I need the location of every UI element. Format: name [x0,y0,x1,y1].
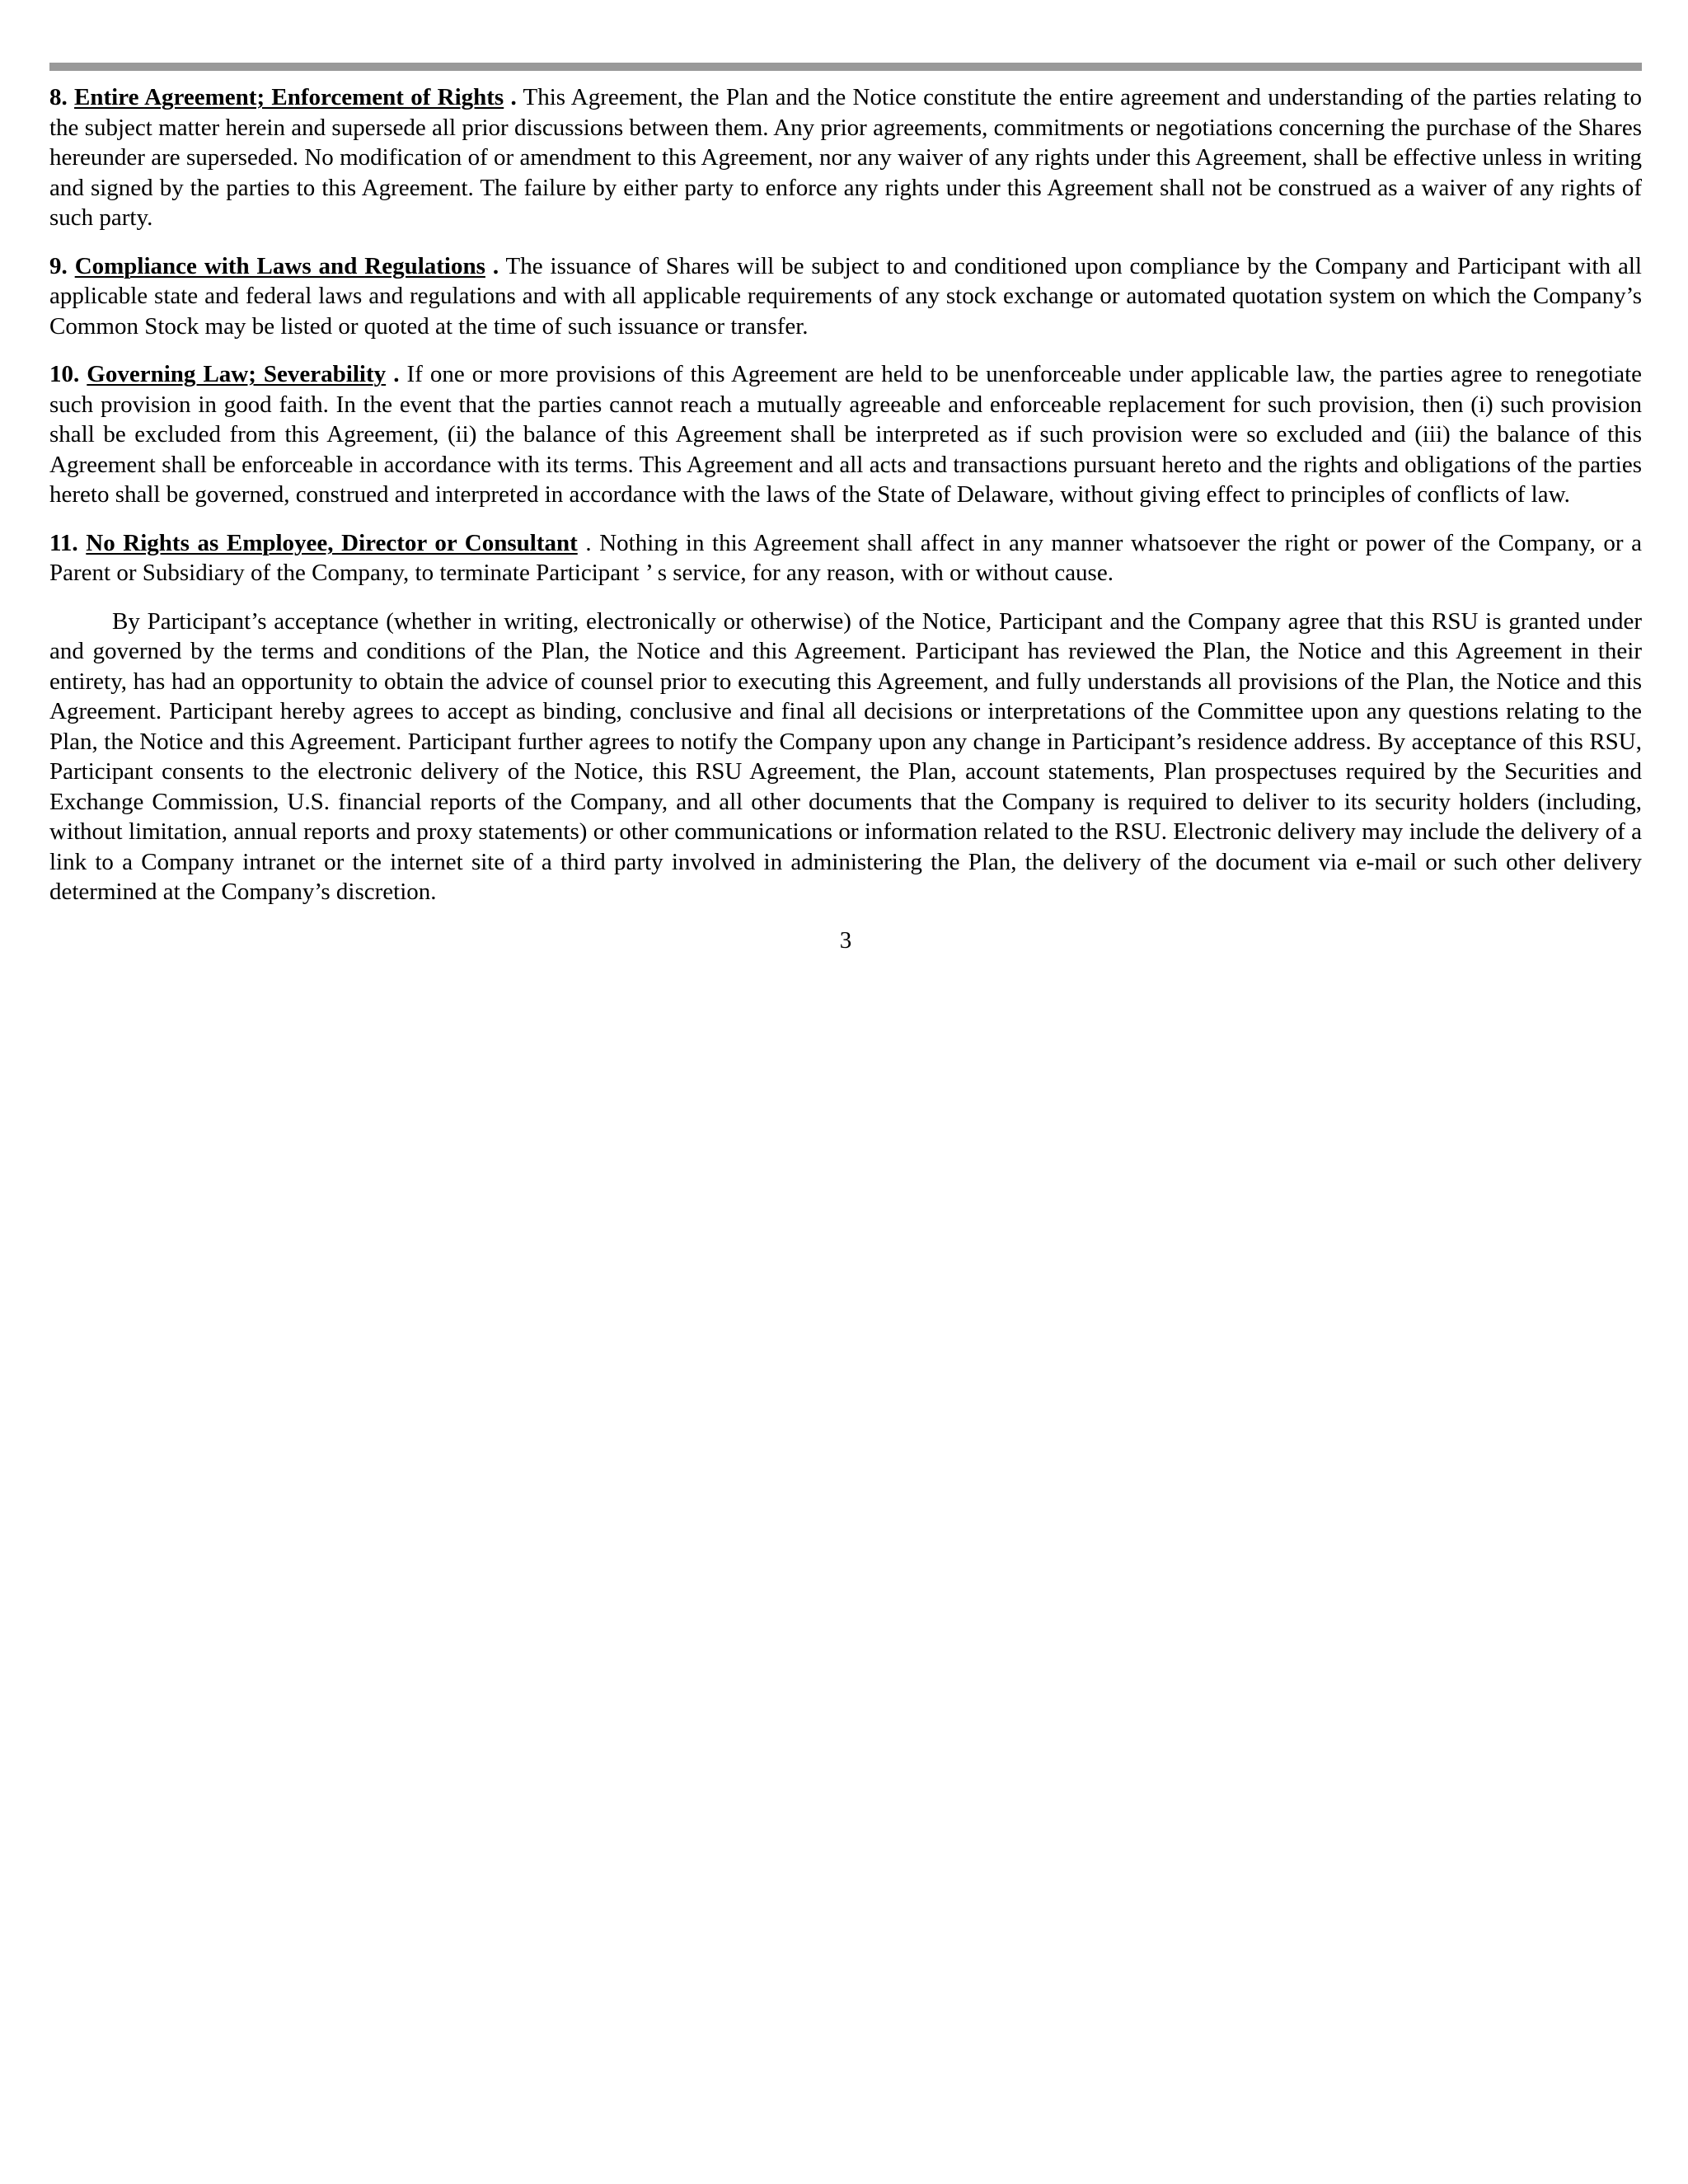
section-number: 11. [49,529,78,556]
section-8 [49,82,1642,233]
heading-period: . [585,529,592,556]
section-11 [49,528,1642,588]
section-9 [49,251,1642,342]
heading-period: . [510,84,517,110]
section-body: Nothing in this Agreement shall affect in any manner whatsoever the right or power of the Company, or a Parent or Subsidiary of the Company, to terminate Participant ’ s service, for any reason, with or without cause. [49,529,1643,586]
section-heading: Governing Law; Severability [87,361,387,387]
document-body [49,82,1642,955]
section-10 [49,359,1642,510]
section-number: 9. [49,252,68,279]
closing-paragraph: By Participant’s acceptance (whether in writing, electronically or otherwise) of the Notice, Participant and the Company agree that this RSU is granted under and governed by the terms and conditions of the Plan, the Notice and this Agreement. Participant has reviewed the Plan, the Notice and this Agreement in their entirety, has had an opportunity to obtain the advice of counsel prior to executing this Agreement, and fully understands all provisions of the Plan, the Notice and this Agreement. Participant hereby agrees to accept as binding, conclusive and final all decisions or interpretations of the Committee upon any questions relating to the Plan, the Notice and this Agreement. Participant further agrees to notify the Company upon any change in Participant’s residence address. By acceptance of this RSU, Participant consents to the electronic delivery of the Notice, this RSU Agreement, the Plan, account statements, Plan prospectuses required by the Securities and Exchange Commission, U.S. financial reports of the Company, and all other documents that the Company is required to deliver to its security holders (including, without limitation, annual reports and proxy statements) or other communications or information related to the RSU. Electronic delivery may include the delivery of a link to a Company intranet or the internet site of a third party involved in administering the Plan, the delivery of the document via e-mail or such other delivery determined at the Company’s discretion. [49,607,1642,905]
section-heading: Compliance with Laws and Regulations [74,252,485,279]
section-body: The issuance of Shares will be subject to and conditioned upon compliance by the Company and Participant with all applicable state and federal laws and regulations and with all applicable requirements of any stock exchange or automated quotation system on which the Company’s Common Stock may be listed or quoted at the time of such issuance or transfer. [49,252,1642,340]
section-number: 10. [49,361,80,387]
top-rule [49,63,1642,71]
page-number: 3 [839,926,852,954]
heading-period: . [393,361,400,387]
section-number: 8. [49,84,68,110]
section-body: This Agreement, the Plan and the Notice constitute the entire agreement and understanding of the parties relating to the subject matter herein and supersede all prior discussions between them. Any prior agreements, commitments or negotiations concerning the purchase of the Shares hereunder are superseded. No modification of or amendment to this Agreement, nor any waiver of any rights under this Agreement, shall be effective unless in writing and signed by the parties to this Agreement. The failure by either party to enforce any rights under this Agreement shall not be construed as a waiver of any rights of such party. [49,84,1642,231]
section-heading: No Rights as Employee, Director or Consultant [86,529,578,556]
section-body: If one or more provisions of this Agreement are held to be unenforceable under applicable law, the parties agree to renegotiate such provision in good faith. In the event that the parties cannot reach a mutually agreeable and enforceable replacement for such provision, then (i) such provision shall be excluded from this Agreement, (ii) the balance of this Agreement shall be interpreted as if such provision were so excluded and (iii) the balance of this Agreement shall be enforceable in accordance with its terms. This Agreement and all acts and transactions pursuant hereto and the rights and obligations of the parties hereto shall be governed, construed and interpreted in accordance with the laws of the State of Delaware, without giving effect to principles of conflicts of law. [49,361,1643,508]
section-heading: Entire Agreement; Enforcement of Rights [74,84,504,110]
heading-period: . [492,252,499,279]
